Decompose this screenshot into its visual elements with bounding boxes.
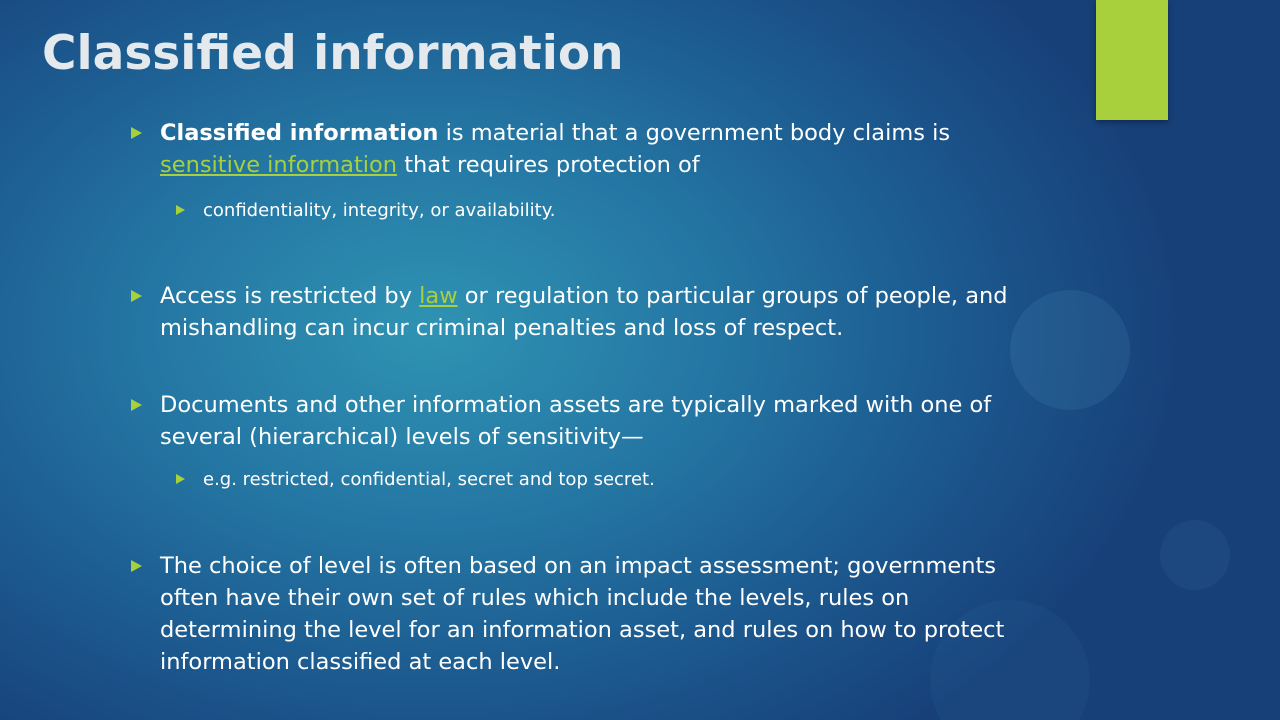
bullet-choice-of-level [160,550,1030,678]
link-sensitive-information[interactable]: sensitive information [160,152,398,178]
bullet-classified-definition [160,117,1030,181]
accent-bar [1096,0,1168,120]
slide-title: Classified information [42,26,624,81]
bold-term: Classified information [160,120,439,146]
bullet-text: e.g. restricted, confidential, secret and top secret. [203,469,655,490]
link-law[interactable]: law [419,283,458,309]
bullet-text: is material that a government body claims is [438,120,951,146]
bullet-text: confidentiality, integrity, or availability. [203,200,556,221]
bullet-text: Access is restricted by [160,283,420,309]
bullet-arrow-icon [176,205,185,215]
bullet-arrow-icon [131,127,142,139]
bullet-access-restricted [160,280,1030,344]
bullet-arrow-icon [176,474,185,484]
bullet-arrow-icon [131,560,142,572]
bullet-documents-marked [160,389,1030,453]
bullet-arrow-icon [131,290,142,302]
sub-bullet-levels [203,468,1003,492]
bullet-arrow-icon [131,399,142,411]
background-glow [1160,520,1230,590]
bullet-text: that requires protection of [397,152,700,178]
bullet-text: Documents and other information assets are typically marked with one of several (hierarchical) levels of sensitivity— [160,392,992,450]
bullet-text: or regulation to particular groups of people, and mishandling can incur criminal penalties and loss of respect. [160,283,1008,341]
sub-bullet-cia [203,199,1003,223]
bullet-text: The choice of level is often based on an impact assessment; governments often have their own set of rules which include the levels, rules on determining the level for an information asset, and rules on how to protect information classified at each level. [160,553,1005,675]
